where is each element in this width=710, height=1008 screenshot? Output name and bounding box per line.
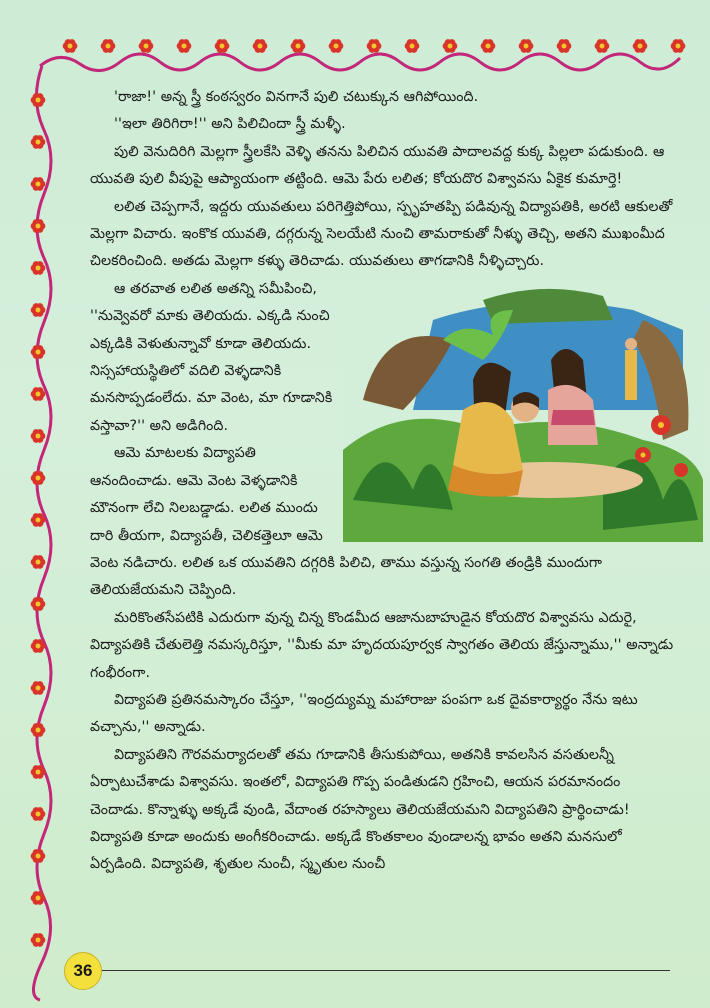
flower-icon xyxy=(31,93,46,107)
flower-icon xyxy=(253,39,268,53)
flower-icon xyxy=(31,597,46,611)
paragraph: 'రాజా!' అన్న స్త్రీ కంఠస్వరం వినగానే పులి చటుక్కున ఆగిపోయింది. xyxy=(114,89,479,105)
flower-icon xyxy=(31,933,46,947)
paragraph: ''ఇలా తిరిగిరా!'' అని పిలిచిందా స్త్రీ మళ్ళీ. xyxy=(114,116,346,133)
flower-icon xyxy=(405,39,420,53)
flower-icon xyxy=(31,387,46,401)
flower-icon xyxy=(443,39,458,53)
flower-icon xyxy=(215,39,230,53)
paragraph: పులి వెనుదిరిగి మెల్లగా స్త్రీలకేసి వెళ్ళి తనను పిలిచిన యువతి పాదాలవద్ద కుక్క పిల్లలా పడుకుంది. ఆ యువతి పులి వీపుపై ఆప్యాయంగా తట్టింది. ఆమె పేరు లలిత; కోయదొర విశ్వావసు ఏకైక కుమార్తె! xyxy=(90,143,665,188)
flower-icon xyxy=(31,345,46,359)
paragraph: ఆ తరవాత లలిత అతన్ని సమీపించి, ''నువ్వెవరో మాకు తెలియదు. ఎక్కడి నుంచి ఎక్కడికి వెళుతున్నావో కూడా తెలియదు. నిస్సహాయస్థితిలో వదిలి వెళ్ళడానికి మనసొప్పడంలేదు. మా వెంట, మా గూడానికి వస్తావా?'' అని అడిగింది. xyxy=(90,280,333,434)
flower-icon xyxy=(31,555,46,569)
paragraph: విద్యాపతి ప్రతినమస్కారం చేస్తూ, ''ఇంద్రద్యుమ్న మహారాజు పంపగా ఒక దైవకార్యార్థం నేను ఇటు వచ్చాను,'' అన్నాడు. xyxy=(90,691,638,736)
flower-icon xyxy=(633,39,648,53)
flower-icon xyxy=(31,681,46,695)
flower-icon xyxy=(31,261,46,275)
flower-icon xyxy=(31,303,46,317)
flower-icon xyxy=(671,39,686,53)
story-text xyxy=(90,84,675,879)
flower-icon xyxy=(595,39,610,53)
footer-rule xyxy=(102,970,670,971)
flower-icon xyxy=(139,39,154,53)
paragraph: మరికొంతసేపటికి ఎదురుగా వున్న చిన్న కొండమీద ఆజానుబాహుడైన కోయదొర విశ్వావసు ఎదురై, విద్యాపతికి చేతులెత్తి నమస్కరిస్తూ, ''మీకు మా హృదయపూర్వక స్వాగతం తెలియ జేస్తున్నాము,'' అన్నాడు గంభీరంగా. xyxy=(90,609,674,681)
flower-icon xyxy=(557,39,572,53)
flower-icon xyxy=(31,807,46,821)
flower-icon xyxy=(481,39,496,53)
vine-top xyxy=(40,54,680,71)
flower-icon xyxy=(63,39,78,53)
flower-icon xyxy=(177,39,192,53)
flower-icon xyxy=(31,723,46,737)
flower-icon xyxy=(291,39,306,53)
flower-icon xyxy=(31,429,46,443)
flower-icon xyxy=(519,39,534,53)
flower-icon xyxy=(329,39,344,53)
paragraph: లలిత చెప్పగానే, ఇద్దరు యువతులు పరిగెత్తిపోయి, స్పృహతప్పి పడివున్న విద్యాపతికి, అరటి ఆకులతో మెల్లగా విచారు. ఇంకొక యువతి, దగ్గరున్న సెలయేటి నుంచి తామరాకుతో నీళ్ళు తెచ్చి, అతని ముఖంమీద చిలకరించింది. అతడు మెల్లగా కళ్ళు తెరిచాడు. యువతులు తాగడానికి నీళ్ళిచ్చారు. xyxy=(90,198,673,270)
flower-icon xyxy=(101,39,116,53)
flower-icon xyxy=(367,39,382,53)
page-number: 36 xyxy=(64,952,102,990)
paragraph: ఆమె మాటలకు విద్యాపతి ఆనందించాడు. ఆమె వెంట వెళ్ళడానికి మౌనంగా లేచి నిలబడ్డాడు. లలిత ముందు దారి తీయగా, విద్యాపతీ, చెలికత్తెలూ ఆమె వెంట నడిచారు. లలిత ఒక యువతిని దగ్గరికి పిలిచి, తాము వస్తున్న సంగతి తండ్రికి ముందుగా తెలియజేయమని చెప్పింది. xyxy=(90,445,603,599)
flower-icon xyxy=(31,177,46,191)
flower-icon xyxy=(31,135,46,149)
paragraph: విద్యాపతిని గౌరవమర్యాదలతో తమ గూడానికి తీసుకుపోయి, అతనికి కావలసిన వసతులన్నీ ఏర్పాటుచేశాడు విశ్వావసు. ఇంతలో, విద్యాపతి గొప్ప పండితుడని గ్రహించి, ఆయన పరమానందం చెందాడు. కొన్నాళ్ళు అక్కడే వుండి, వేదాంత రహస్యాలు తెలియజేయమని విద్యాపతిని ప్రార్థించాడు! విద్యాపతి కూడా అందుకు అంగీకరించాడు. అక్కడే కొంతకాలం వుండాలన్న భావం అతని మనసులో ఏర్పడింది. విద్యాపతి, శృతుల నుంచీ, స్మృతుల నుంచీ xyxy=(90,746,630,873)
flower-icon xyxy=(31,219,46,233)
story-illustration xyxy=(343,280,703,542)
flower-icon xyxy=(31,849,46,863)
flower-icon xyxy=(31,471,46,485)
